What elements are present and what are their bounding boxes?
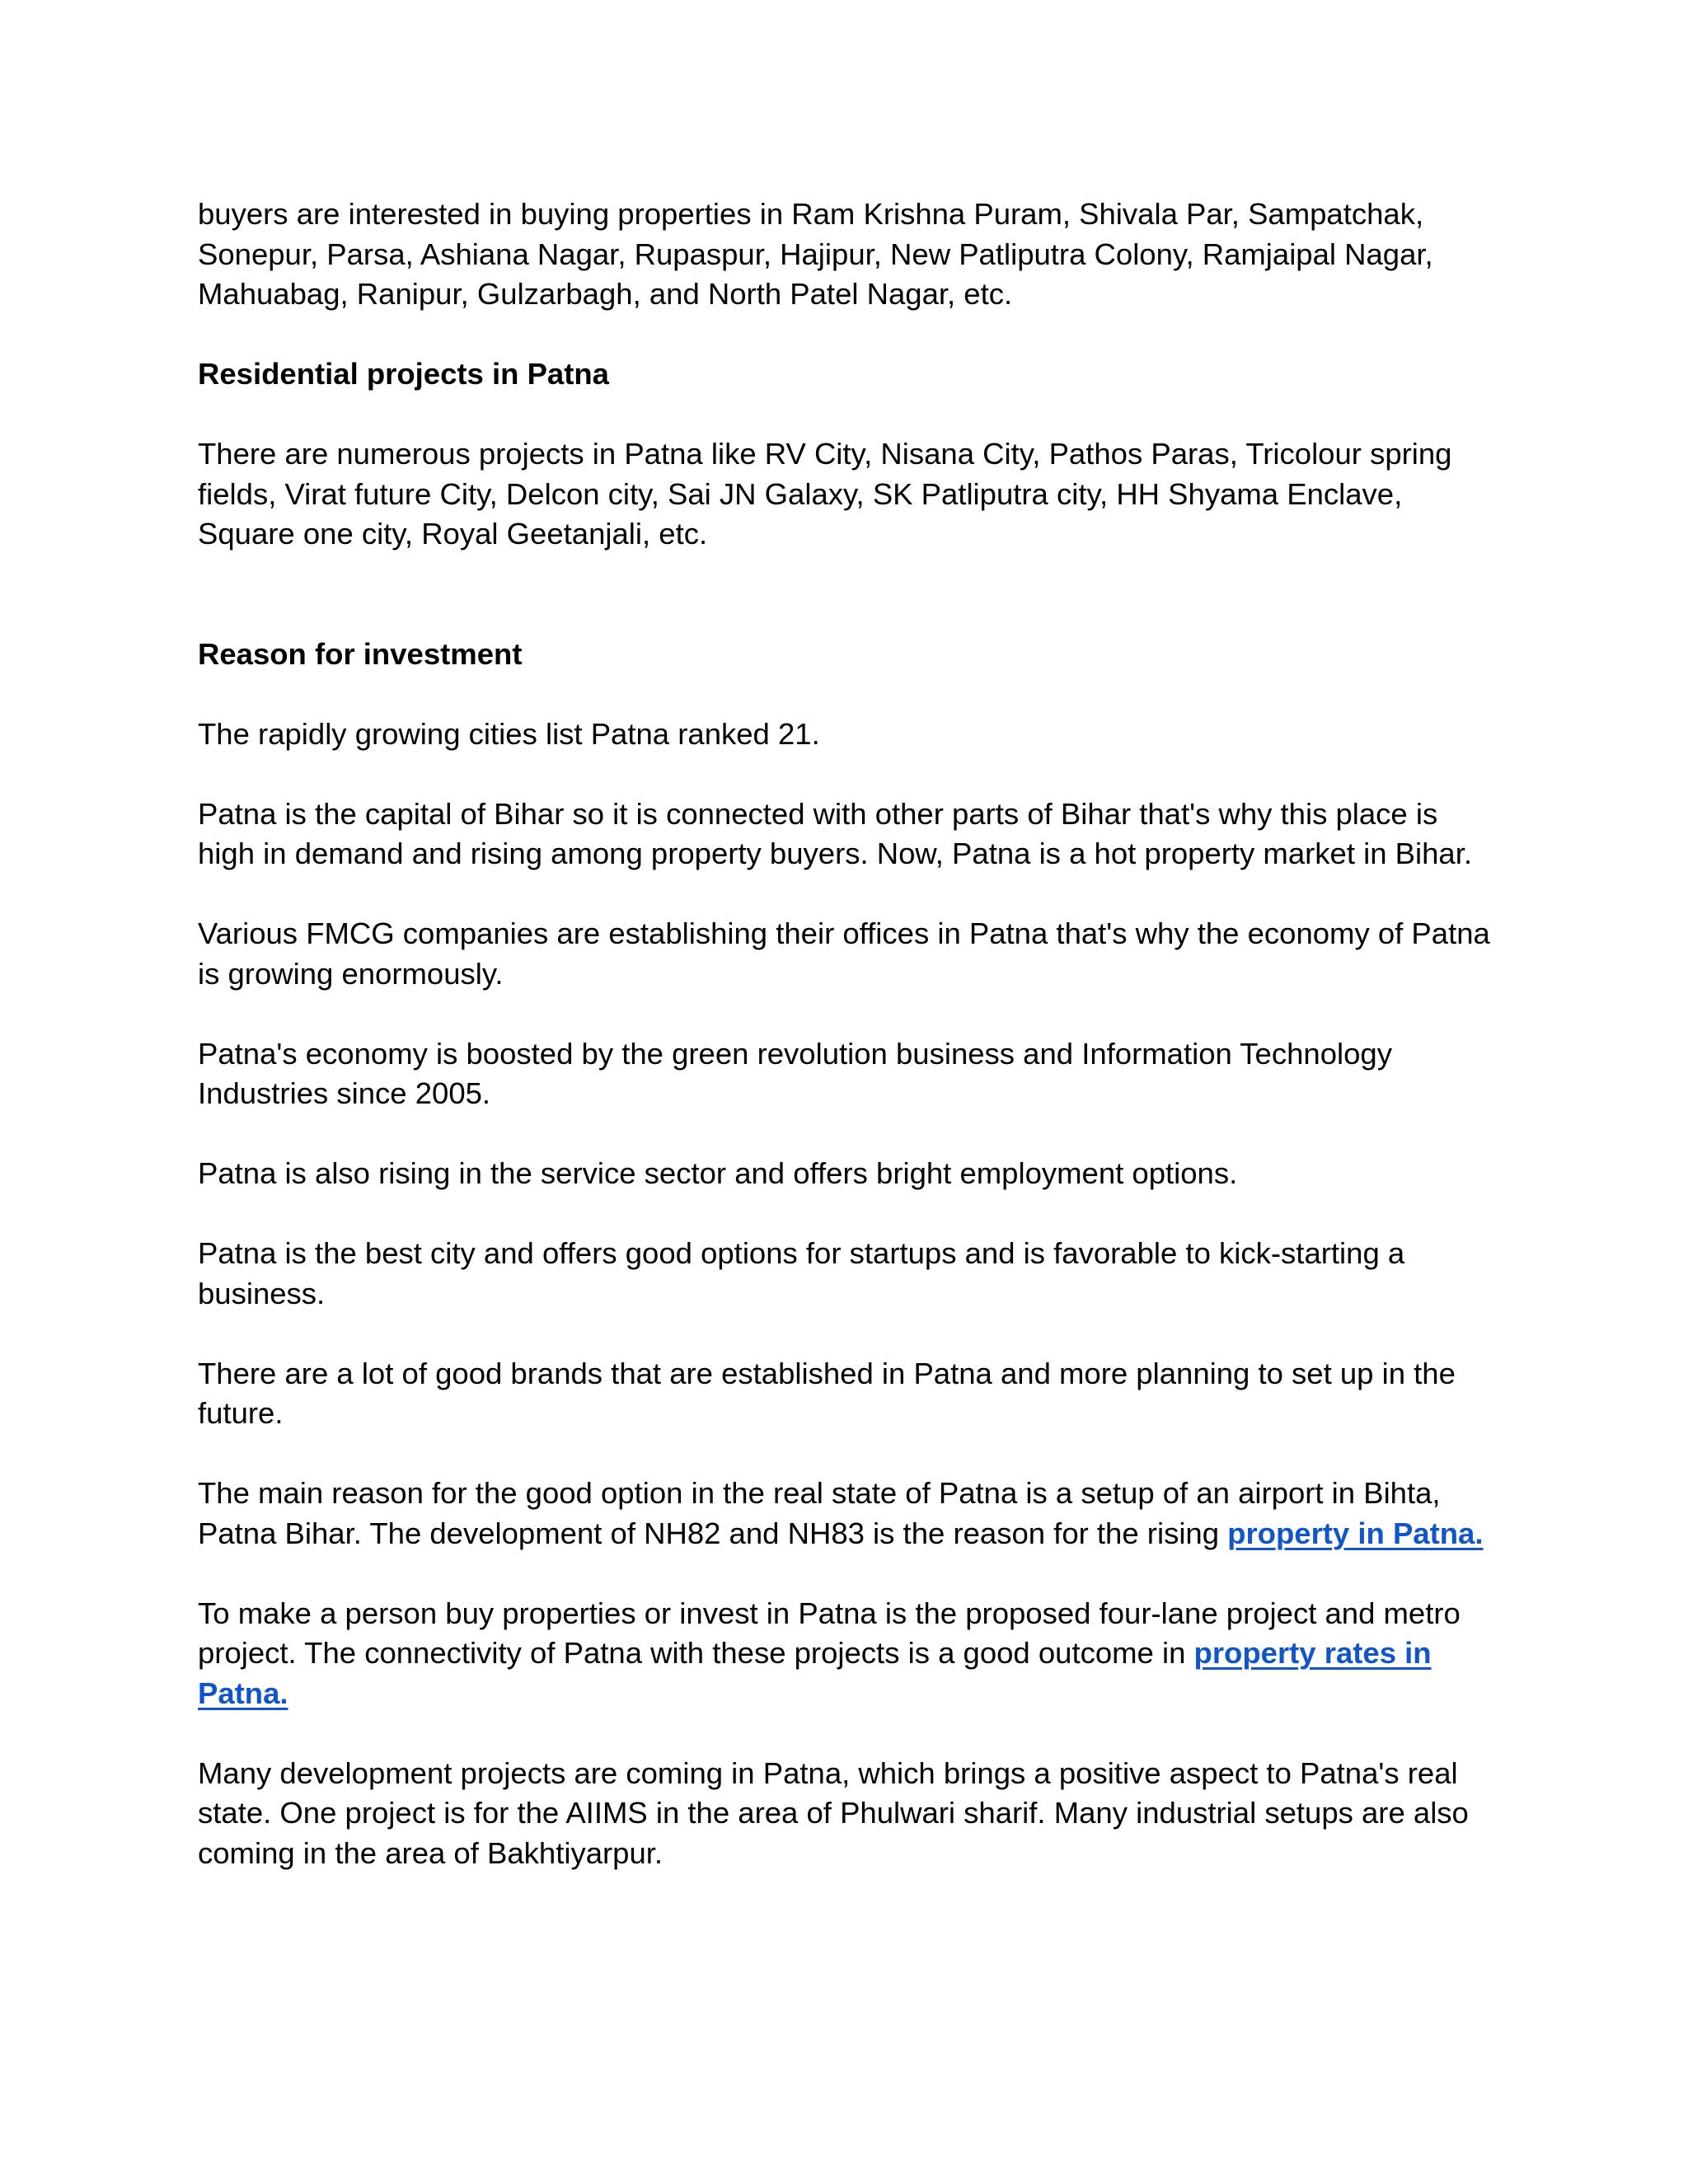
reason-paragraph-economy: Patna's economy is boosted by the green revolution business and Information Technology Industries since 2005. (198, 1036, 1392, 1110)
reason-paragraph-ranking: The rapidly growing cities list Patna ranked 21. (198, 716, 820, 751)
reason-paragraph-metro (198, 1594, 1500, 1714)
reason-paragraph-brands: There are a lot of good brands that are established in Patna and more planning to set up in the future. (198, 1356, 1456, 1430)
intro-paragraph: buyers are interested in buying properties in Ram Krishna Puram, Shivala Par, Sampatchak, Sonepur, Parsa, Ashiana Nagar, Rupaspur, Hajipur, New Patliputra Colony, Ramjaipal Nagar, Mahuabag, Ranipur, Gulzarbagh, and North Patel Nagar, etc. (198, 197, 1433, 311)
residential-paragraph: There are numerous projects in Patna like RV City, Nisana City, Pathos Paras, Tricolour spring fields, Virat future City, Delcon city, Sai JN Galaxy, SK Patliputra city, HH Shyama Enclave, Square one city, Royal Geetanjali, etc. (198, 437, 1452, 551)
reason-paragraph-development: Many development projects are coming in Patna, which brings a positive aspect to Patna's real state. One project is for the AIIMS in the area of Phulwari sharif. Many industrial setups are also coming in the area of Bakhtiyarpur. (198, 1755, 1469, 1870)
reason-paragraph-fmcg: Various FMCG companies are establishing their offices in Patna that's why the economy of Patna is growing enormously. (198, 916, 1490, 991)
reason-paragraph-capital: Patna is the capital of Bihar so it is connected with other parts of Bihar that's why this place is high in demand and rising among property buyers. Now, Patna is a hot property market in Bihar. (198, 796, 1473, 870)
residential-heading: Residential projects in Patna (198, 357, 609, 391)
blank-line (198, 594, 1500, 635)
document-page (198, 194, 1500, 1914)
airport-paragraph-text: The main reason for the good option in the real state of Patna is a setup of an airport in Bihta, Patna Bihar. The development of NH82 and NH83 is the reason for the rising (198, 1476, 1441, 1550)
property-in-patna-link[interactable]: property in Patna. (1227, 1516, 1484, 1550)
property-rates-in-patna-link[interactable]: property rates in Patna. (198, 1636, 1432, 1710)
reason-paragraph-service: Patna is also rising in the service sector and offers bright employment options. (198, 1156, 1238, 1190)
reason-paragraph-airport (198, 1474, 1500, 1554)
reason-paragraph-startups: Patna is the best city and offers good options for startups and is favorable to kick-starting a business. (198, 1236, 1405, 1310)
reason-heading: Reason for investment (198, 636, 523, 671)
metro-paragraph-text: To make a person buy properties or invest in Patna is the proposed four-lane project and metro project. The connectivity of Patna with these projects is a good outcome in (198, 1596, 1461, 1670)
